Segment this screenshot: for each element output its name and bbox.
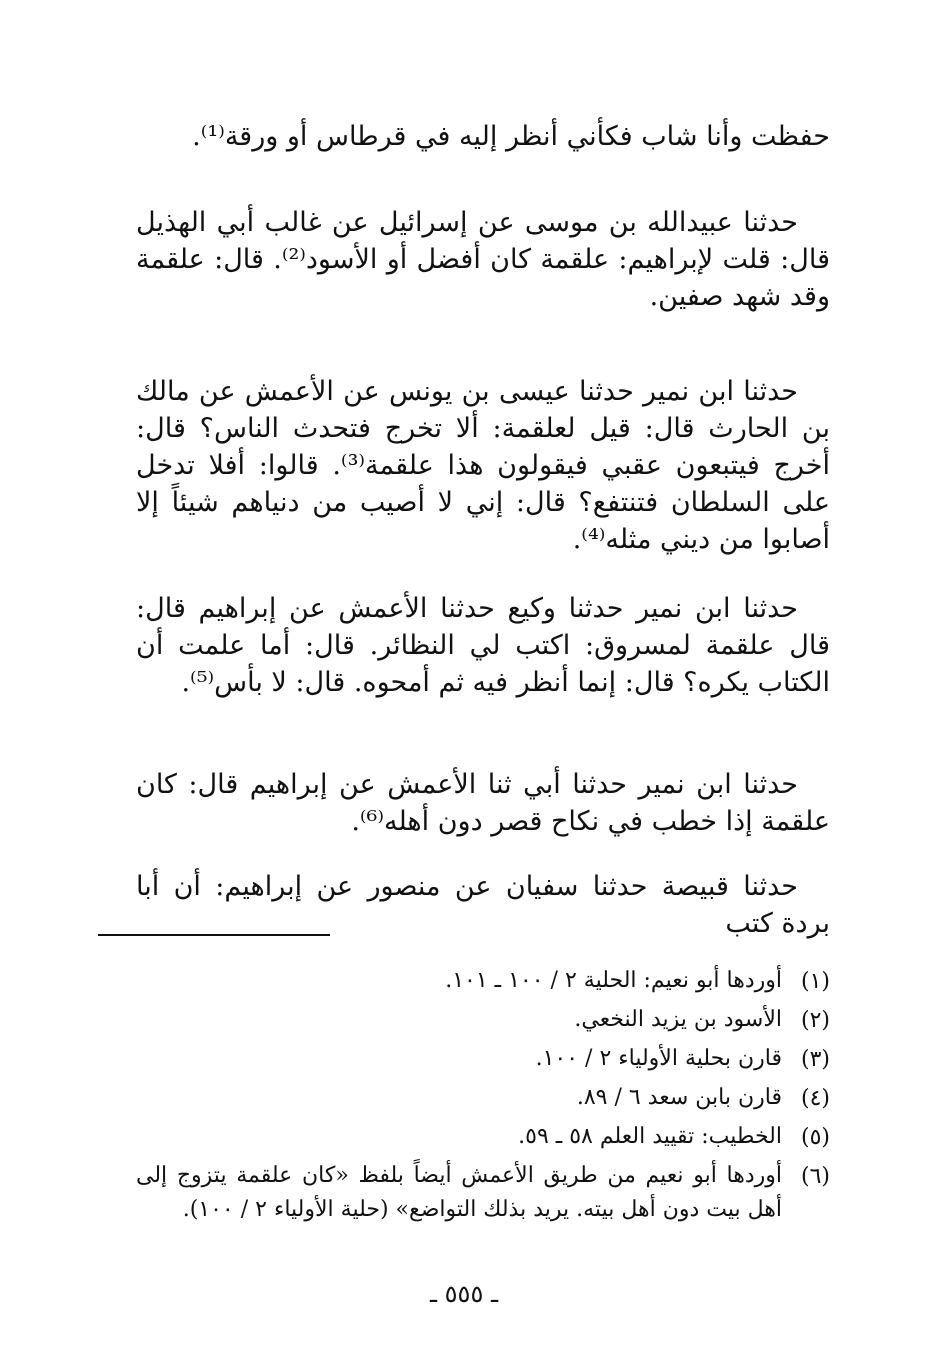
paragraph-2 xyxy=(136,204,830,315)
paragraph-6-text: حدثنا قبيصة حدثنا سفيان عن منصور عن إبراهيم: أن أبا بردة كتب xyxy=(136,871,830,939)
paragraph-4 xyxy=(136,590,830,701)
paragraph-5-text: حدثنا ابن نمير حدثنا أبي ثنا الأعمش عن إبراهيم قال: كان علقمة إذا خطب في نكاح قصر دون أهله⁽⁶⁾. xyxy=(136,769,830,837)
paragraph-6 xyxy=(136,868,830,942)
footnote-number: (١) xyxy=(800,969,830,994)
page-number: ـ ٥٥٥ ـ xyxy=(429,1280,498,1308)
footnote-5 xyxy=(136,1118,830,1157)
footnote-text: الخطيب: تقييد العلم ٥٨ ـ ٥٩. xyxy=(518,1124,782,1149)
footnote-1 xyxy=(136,962,830,1001)
footnote-number: (٣) xyxy=(800,1047,830,1072)
paragraph-3 xyxy=(136,373,830,558)
paragraph-1 xyxy=(136,118,830,155)
footnote-text: قارن بابن سعد ٦ / ٨٩. xyxy=(576,1085,782,1110)
paragraph-1-text: حفظت وأنا شاب فكأني أنظر إليه في قرطاس أو ورقة⁽¹⁾. xyxy=(192,121,830,152)
footnote-3 xyxy=(136,1040,830,1079)
paragraph-2-text: حدثنا عبيدالله بن موسى عن إسرائيل عن غالب أبي الهذيل قال: قلت لإبراهيم: علقمة كان أفضل أو الأسود⁽²⁾. قال: علقمة وقد شهد صفين. xyxy=(136,207,830,312)
footnote-separator xyxy=(98,934,330,936)
footnote-2 xyxy=(136,1001,830,1040)
footnote-text: الأسود بن يزيد النخعي. xyxy=(574,1007,782,1032)
footnote-text: أوردها أبو نعيم من طريق الأعمش أيضاً بلفظ «كان علقمة يتزوج إلى أهل بيت دون أهل بيته. يريد بذلك التواضع» (حلية الأولياء ٢ / ١٠٠). xyxy=(136,1163,782,1222)
footnote-text: أوردها أبو نعيم: الحلية ٢ / ١٠٠ ـ ١٠١. xyxy=(445,968,782,993)
paragraph-5 xyxy=(136,766,830,840)
footnotes-list xyxy=(136,962,830,1227)
footnote-number: (٥) xyxy=(800,1125,830,1150)
footnote-number: (٢) xyxy=(800,1008,830,1033)
paragraph-3-text: حدثنا ابن نمير حدثنا عيسى بن يونس عن الأعمش عن مالك بن الحارث قال: قيل لعلقمة: ألا تخرج فتحدث الناس؟ قال: أخرج فيتبعون عقبي فيقولون هذا علقمة⁽³⁾. قالوا: أفلا تدخل على السلطان فتنتفع؟ قال: إني لا أصيب من دنياهم شيئاً إلا أصابوا من ديني مثله⁽⁴⁾. xyxy=(136,376,830,555)
footnote-6 xyxy=(136,1157,830,1227)
paragraph-4-text: حدثنا ابن نمير حدثنا وكيع حدثنا الأعمش عن إبراهيم قال: قال علقمة لمسروق: اكتب لي النظائر. قال: أما علمت أن الكتاب يكره؟ قال: إنما أنظر فيه ثم أمحوه. قال: لا بأس⁽⁵⁾. xyxy=(136,593,830,698)
footnote-text: قارن بحلية الأولياء ٢ / ١٠٠. xyxy=(535,1046,782,1071)
footnote-number: (٤) xyxy=(800,1086,830,1111)
footnote-4 xyxy=(136,1079,830,1118)
footnote-number: (٦) xyxy=(800,1164,830,1189)
